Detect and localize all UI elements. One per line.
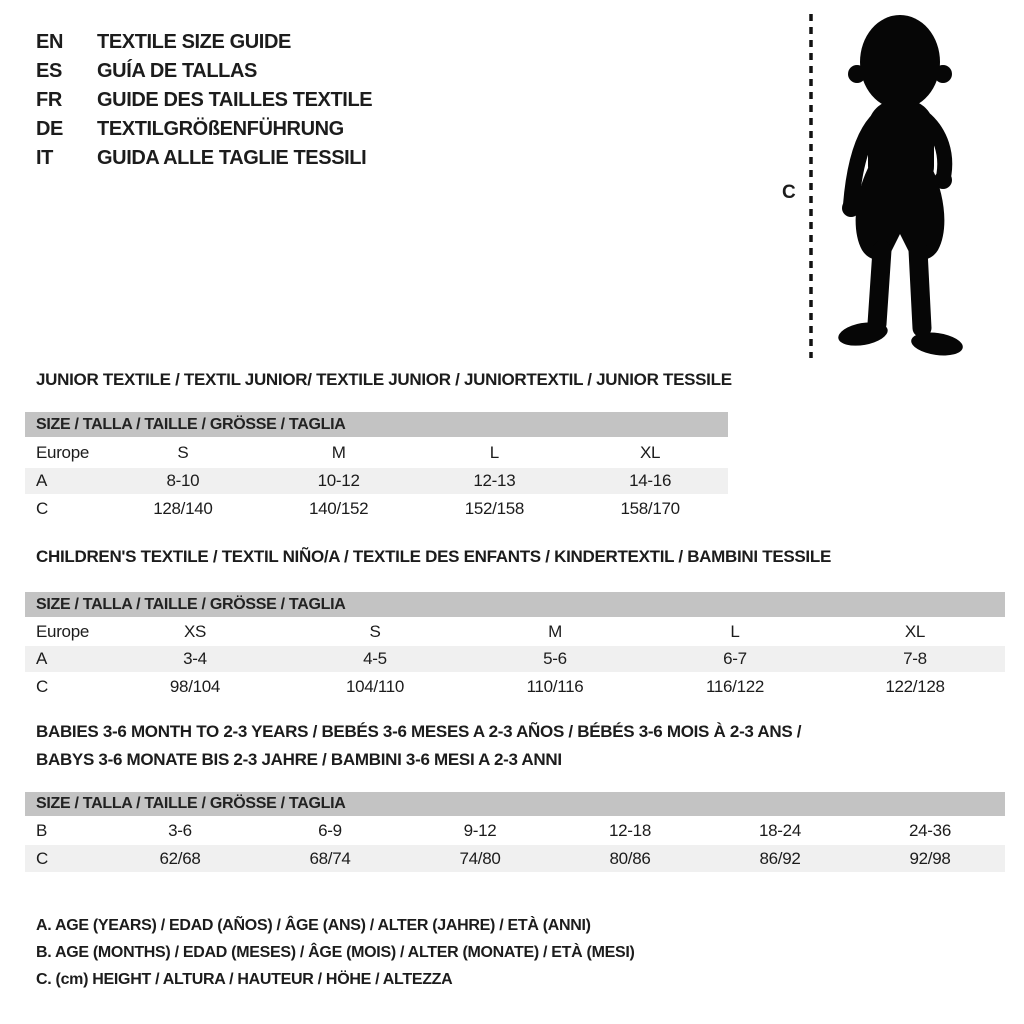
table-row	[25, 845, 1005, 872]
guide-title: GUIDE DES TAILLES TEXTILE	[97, 89, 373, 111]
babies-size-table	[25, 792, 1005, 872]
toddler-silhouette	[778, 0, 1024, 368]
language-row	[36, 28, 372, 57]
language-code: DE	[36, 118, 63, 140]
row-label: A	[36, 471, 48, 490]
table-row	[25, 816, 1005, 845]
row-label: A	[36, 649, 48, 668]
height-cell: 98/104	[169, 677, 221, 696]
size-cell: S	[177, 442, 189, 462]
size-cell: XL	[640, 442, 661, 462]
children-section-title: CHILDREN'S TEXTILE / TEXTIL NIÑO/A / TEXTILE DES ENFANTS / KINDERTEXTIL / BAMBINI TESSILE	[36, 547, 831, 566]
guide-title: GUIDA ALLE TAGLIE TESSILI	[97, 147, 367, 169]
age-cell: 12-13	[473, 471, 516, 490]
language-row	[36, 144, 372, 173]
height-cell: 74/80	[459, 848, 501, 868]
row-label: C	[36, 498, 48, 518]
size-cell: M	[331, 442, 346, 462]
height-measure-label: C	[782, 182, 796, 203]
language-row	[36, 115, 372, 144]
size-cell: L	[489, 442, 499, 462]
table-row	[25, 437, 728, 468]
row-label: Europe	[36, 442, 90, 462]
age-cell: 12-18	[609, 820, 651, 840]
height-cell: 80/86	[609, 848, 651, 868]
language-row	[36, 86, 372, 115]
size-cell: L	[730, 621, 740, 641]
row-label: Europe	[36, 621, 90, 641]
age-cell: 9-12	[463, 820, 497, 840]
height-cell: 116/122	[705, 677, 765, 696]
age-cell: 14-16	[629, 471, 672, 490]
height-cell: 128/140	[153, 498, 213, 518]
language-row	[36, 57, 372, 86]
toddler-body	[836, 15, 964, 359]
table-row	[25, 617, 1005, 646]
age-cell: 8-10	[166, 471, 200, 490]
age-cell: 6-7	[723, 649, 747, 668]
height-cell: 110/116	[526, 677, 584, 696]
age-cell: 3-4	[183, 649, 207, 668]
height-cell: 158/170	[620, 498, 680, 518]
legend-line-a: A. AGE (YEARS) / EDAD (AÑOS) / ÂGE (ANS) / ALTER (JAHRE) / ETÀ (ANNI)	[36, 916, 591, 934]
babies-section-title	[36, 718, 801, 774]
height-figure	[778, 0, 1024, 370]
row-label: C	[36, 848, 48, 868]
table-header-bar: SIZE / TALLA / TAILLE / GRÖSSE / TAGLIA	[25, 592, 1005, 617]
table-header-bar: SIZE / TALLA / TAILLE / GRÖSSE / TAGLIA	[25, 792, 1005, 816]
guide-title: GUÍA DE TALLAS	[97, 60, 257, 82]
height-cell: 92/98	[909, 848, 951, 868]
row-label: C	[36, 677, 48, 696]
legend-line-c: C. (cm) HEIGHT / ALTURA / HAUTEUR / HÖHE / ALTEZZA	[36, 970, 453, 988]
language-list	[36, 28, 372, 173]
size-cell: XL	[904, 621, 926, 641]
size-cell: M	[548, 621, 562, 641]
age-cell: 10-12	[317, 471, 360, 490]
age-cell: 4-5	[363, 649, 387, 668]
height-cell: 62/68	[159, 848, 201, 868]
height-cell: 140/152	[308, 498, 369, 518]
age-cell: 3-6	[168, 820, 192, 840]
row-label: B	[36, 820, 48, 840]
table-header-bar: SIZE / TALLA / TAILLE / GRÖSSE / TAGLIA	[25, 412, 728, 437]
size-cell: S	[369, 621, 381, 641]
language-code: FR	[36, 89, 62, 111]
children-size-table	[25, 592, 1005, 702]
table-row	[25, 494, 728, 523]
junior-section-title: JUNIOR TEXTILE / TEXTIL JUNIOR/ TEXTILE JUNIOR / JUNIORTEXTIL / JUNIOR TESSILE	[36, 370, 732, 389]
age-cell: 6-9	[318, 820, 342, 840]
height-cell: 122/128	[885, 677, 945, 696]
legend	[36, 912, 635, 993]
age-cell: 24-36	[909, 820, 951, 840]
babies-title-line1: BABIES 3-6 MONTH TO 2-3 YEARS / BEBÉS 3-6 MESES A 2-3 AÑOS / BÉBÉS 3-6 MOIS À 2-3 ANS /	[36, 722, 802, 741]
language-code: EN	[36, 31, 63, 53]
size-cell: XS	[183, 621, 207, 641]
babies-title-line2: BABYS 3-6 MONATE BIS 2-3 JAHRE / BAMBINI 3-6 MESI A 2-3 ANNI	[36, 750, 562, 769]
height-cell: 152/158	[464, 498, 525, 518]
age-cell: 18-24	[759, 820, 801, 840]
guide-title: TEXTILE SIZE GUIDE	[97, 31, 291, 53]
legend-line-b: B. AGE (MONTHS) / EDAD (MESES) / ÂGE (MOIS) / ALTER (MONATE) / ETÀ (MESI)	[36, 943, 635, 961]
guide-title: TEXTILGRÖßENFÜHRUNG	[97, 118, 344, 140]
age-cell: 5-6	[543, 649, 567, 668]
table-row	[25, 672, 1005, 702]
age-cell: 7-8	[903, 649, 927, 668]
height-cell: 68/74	[309, 848, 351, 868]
junior-size-table	[25, 412, 728, 523]
height-cell: 86/92	[759, 848, 801, 868]
table-row	[25, 646, 1005, 672]
language-code: IT	[36, 147, 53, 169]
language-code: ES	[36, 60, 62, 82]
table-row	[25, 468, 728, 494]
height-cell: 104/110	[345, 677, 405, 696]
